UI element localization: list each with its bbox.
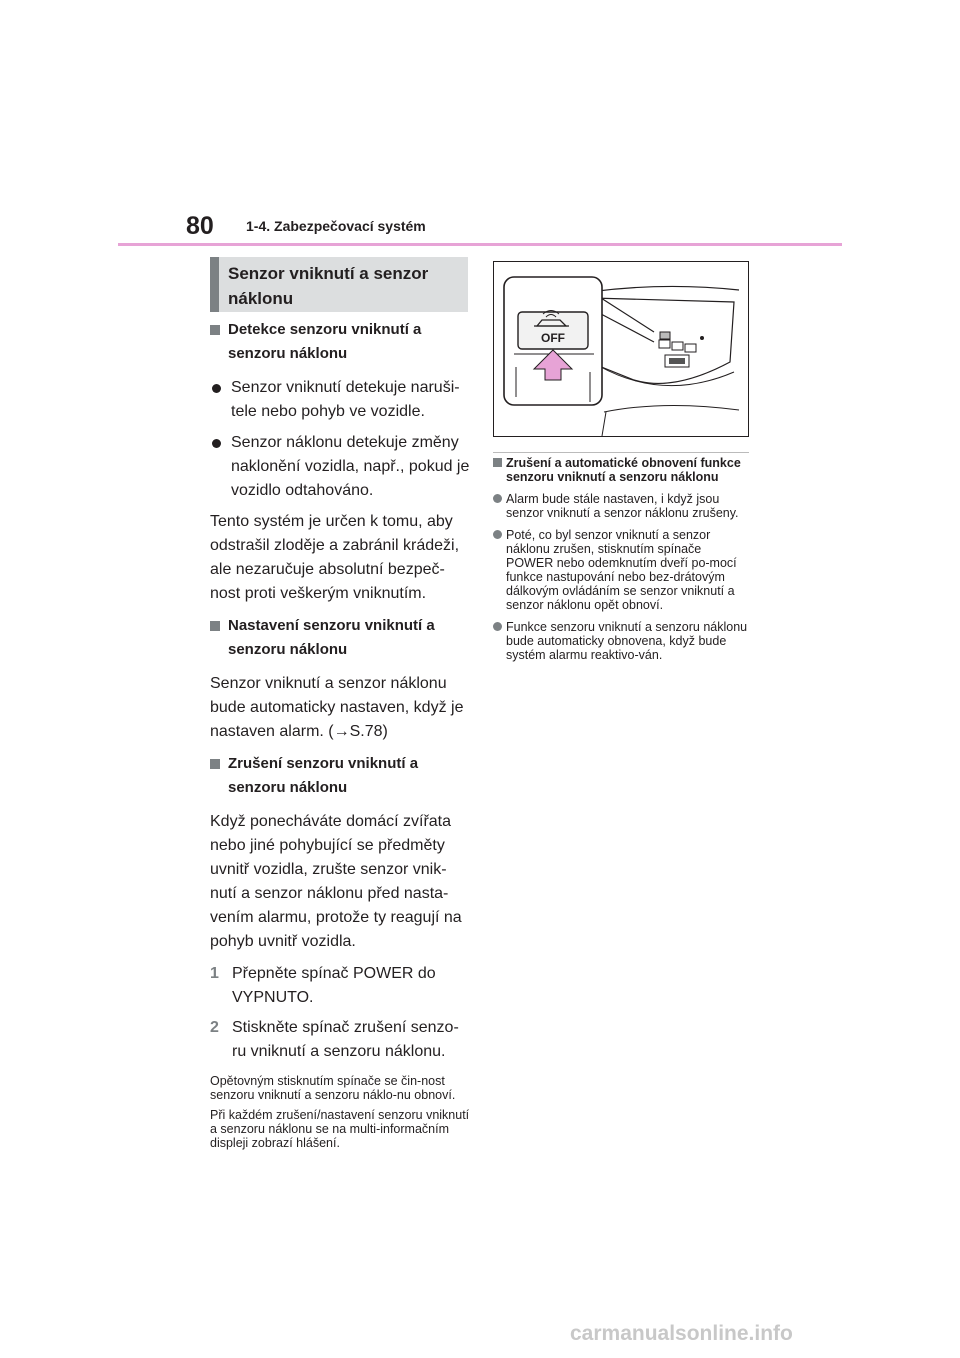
off-button-label: OFF [541, 331, 565, 345]
paragraph-purpose: Tento systém je určen k tomu, aby odstrašil zloděje a zabránil krádeži, ale nezaručuje absolutní bezpeč-nost proti veškerým vniknutím. [210, 513, 460, 602]
section-header: 1-4. Zabezpečovací systém [246, 218, 426, 234]
subheading-cancel [210, 752, 472, 800]
round-bullet-icon [493, 622, 502, 631]
right-column [493, 456, 751, 670]
subheading-text: Detekce senzoru vniknutí a senzoru náklonu [228, 321, 422, 362]
console-drawing [494, 262, 748, 436]
subheading-setting [210, 614, 472, 662]
square-bullet-icon [210, 325, 220, 335]
section-title: Senzor vniknutí a senzor náklonu [210, 257, 468, 312]
round-bullet-icon [493, 494, 502, 503]
bullet-text: Senzor náklonu detekuje změny naklonění vozidla, např., pokud je vozidlo odtahováno. [231, 434, 470, 499]
info-item [493, 620, 751, 662]
subheading-text: Zrušení senzoru vniknutí a senzoru náklonu [228, 755, 419, 796]
subheading-text: Nastavení senzoru vniknutí a senzoru náklonu [228, 617, 435, 658]
square-bullet-icon [210, 759, 220, 769]
info-text: Alarm bude stále nastaven, i když jsou senzor vniknutí a senzor náklonu zrušeny. [506, 492, 739, 520]
info-item [493, 528, 751, 612]
step-text: Stiskněte spínač zrušení senzo-ru vniknutí a senzoru náklonu. [232, 1019, 459, 1060]
square-bullet-icon [493, 458, 502, 467]
page-number: 80 [186, 212, 214, 240]
step-item [210, 1016, 472, 1064]
info-text: Funkce senzoru vniknutí a senzoru náklonu bude automaticky obnovena, když bude systém alarmu reaktivo-ván. [506, 620, 748, 662]
bullet-text: Senzor vniknutí detekuje naruši-tele nebo pohyb ve vozidle. [231, 379, 460, 420]
header-divider [118, 243, 842, 246]
info-text: Poté, co byl senzor vniknutí a senzor náklonu zrušen, stisknutím spínače POWER nebo odemknutím dveří po-mocí funkce nastupování nebo bez-drátovým dálkovým ovládáním se senzor vniknutí a senzor náklonu opět obnoví. [506, 528, 737, 612]
bullet-item [210, 431, 472, 503]
note-text: Opětovným stisknutím spínače se čin-nost senzoru vniknutí a senzoru náklo-nu obnoví. [210, 1074, 456, 1102]
round-bullet-icon [212, 384, 221, 393]
paragraph-cancel: Když ponecháváte domácí zvířata nebo jiné pohybující se předměty uvnitř vozidla, zrušte senzor vnik-nutí a senzor náklonu před nasta-vením alarmu, protože ty reagují na pohyb uvnitř vozidla. [210, 813, 462, 950]
right-column-divider [493, 452, 749, 453]
paragraph-setting: Senzor vniknutí a senzor náklonu bude automaticky nastaven, když je nastaven alarm. (→S.78) [210, 675, 464, 740]
square-bullet-icon [210, 621, 220, 631]
overhead-console-illustration [493, 261, 749, 437]
step-item [210, 962, 472, 1010]
subheading-text: Zrušení a automatické obnovení funkce senzoru vniknutí a senzoru náklonu [506, 456, 741, 484]
step-text: Přepněte spínač POWER do VYPNUTO. [232, 965, 436, 1006]
left-column [210, 318, 472, 1156]
note-text: Při každém zrušení/nastavení senzoru vniknutí a senzoru náklonu se na multi-informačním displeji zobrazí hlášení. [210, 1108, 470, 1150]
round-bullet-icon [212, 439, 221, 448]
subheading-cancel-restore [493, 456, 751, 484]
bullet-item [210, 376, 472, 424]
watermark: carmanualsonline.info [570, 1322, 793, 1345]
step-number: 1 [210, 965, 219, 982]
step-number: 2 [210, 1019, 219, 1036]
info-item [493, 492, 751, 520]
round-bullet-icon [493, 530, 502, 539]
subheading-detection [210, 318, 472, 366]
